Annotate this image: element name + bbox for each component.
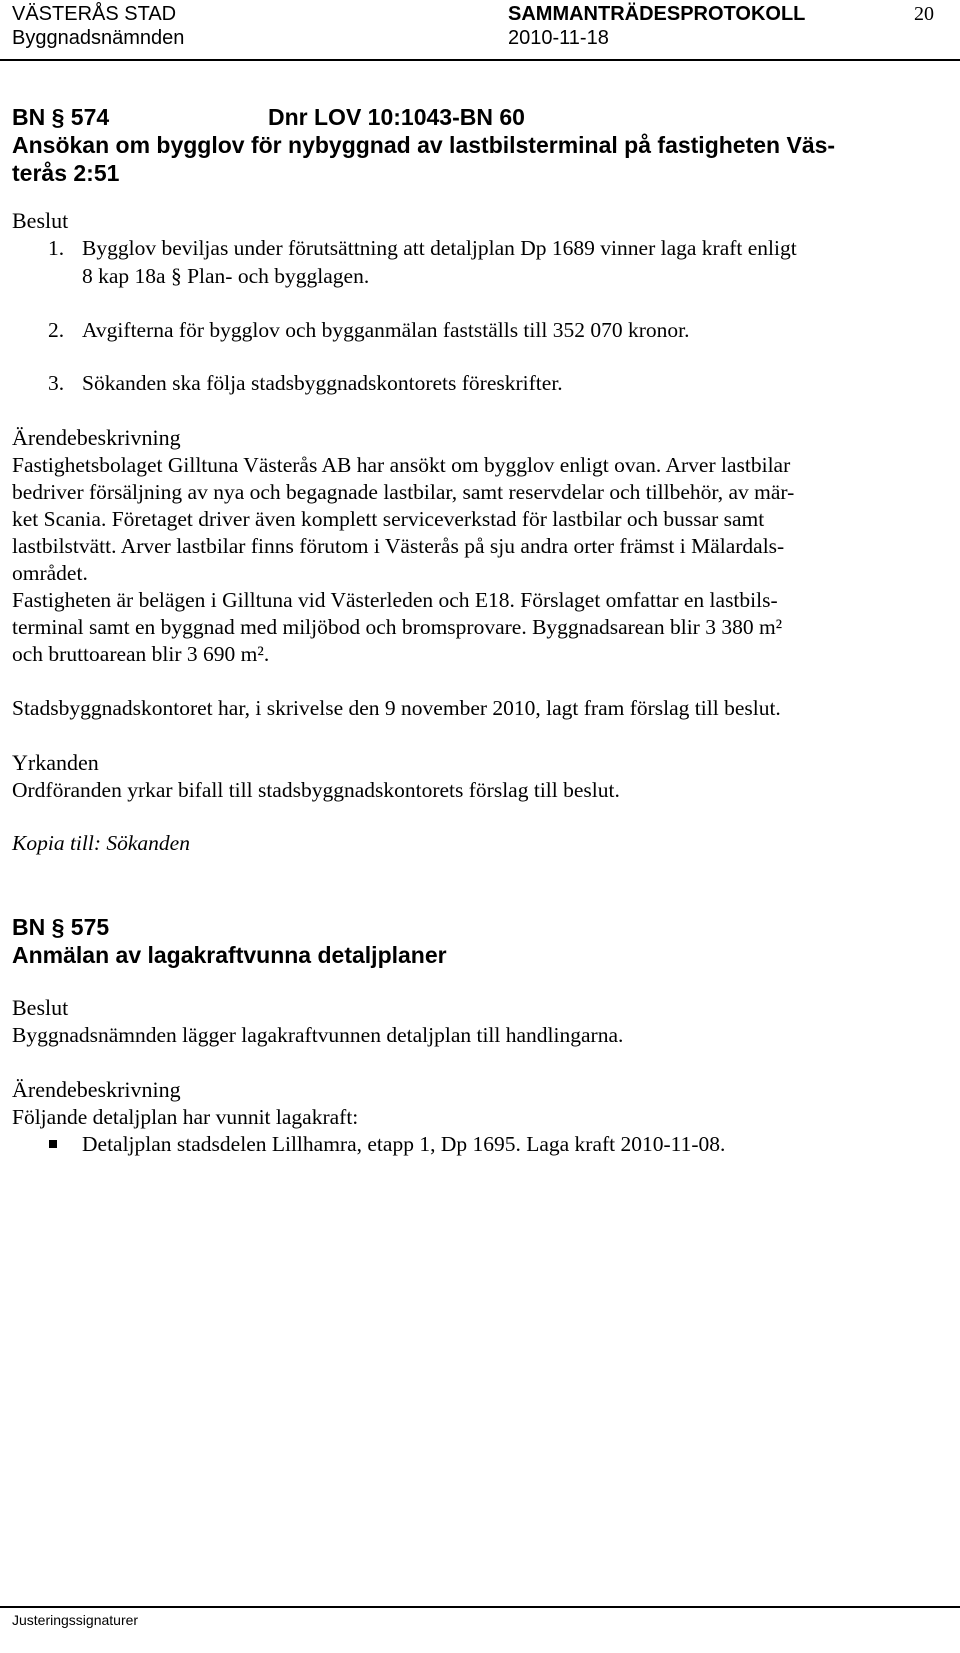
description-line: Fastigheten är belägen i Gilltuna vid Västerleden och E18. Förslaget omfattar en lastbils- [12, 588, 778, 612]
description-line: terminal samt en byggnad med miljöbod och bromsprovare. Byggnadsarean blir 3 380 m² [12, 615, 783, 639]
decision-number: 2. [48, 318, 65, 342]
decision-text: Byggnadsnämnden lägger lagakraftvunnen detaljplan till handlingarna. [12, 1023, 624, 1047]
page-number: 20 [914, 3, 934, 25]
footer-rule [0, 1606, 960, 1608]
decision-item [48, 318, 689, 343]
decision-heading: Beslut [12, 995, 69, 1020]
item-title: Anmälan av lagakraftvunna detaljplaner [12, 942, 447, 968]
description-heading: Ärendebeskrivning [12, 425, 181, 450]
bullet-text: Detaljplan stadsdelen Lillhamra, etapp 1, Dp 1695. Laga kraft 2010-11-08. [82, 1132, 726, 1156]
decision-text: Avgifterna för bygglov och bygganmälan fastställs till 352 070 kronor. [82, 318, 690, 342]
decision-number: 3. [48, 371, 65, 395]
header-org: VÄSTERÅS STAD [12, 3, 177, 25]
description-text: Följande detaljplan har vunnit lagakraft: [12, 1105, 359, 1129]
decision-heading: Beslut [12, 208, 69, 233]
header-date: 2010-11-18 [508, 27, 609, 49]
proposal-text: Stadsbyggnadskontoret har, i skrivelse den 9 november 2010, lagt fram förslag till beslut. [12, 696, 781, 720]
decision-text: Bygglov beviljas under förutsättning att detaljplan Dp 1689 vinner laga kraft enligt [82, 236, 797, 260]
decision-item [48, 371, 563, 396]
signatures-label: Justeringssignaturer [12, 1612, 139, 1628]
bullet-marker [49, 1140, 57, 1148]
decision-item [48, 236, 797, 261]
item-title-line: terås 2:51 [12, 160, 120, 186]
description-line: bedriver försäljning av nya och begagnade lastbilar, samt reservdelar och tillbehör, av mär- [12, 480, 795, 504]
header-rule [0, 59, 960, 61]
description-line: och bruttoarean blir 3 690 m². [12, 642, 270, 666]
decision-number: 1. [48, 236, 65, 260]
item-number: BN § 574 [12, 104, 110, 130]
description-line: ket Scania. Företaget driver även komplett serviceverkstad för lastbilar och bussar samt [12, 507, 765, 531]
item-dnr: Dnr LOV 10:1043-BN 60 [268, 104, 525, 130]
item-title-line: Ansökan om bygglov för nybyggnad av lastbilsterminal på fastigheten Väs- [12, 132, 836, 158]
description-line: lastbilstvätt. Arver lastbilar finns förutom i Västerås på sju andra orter främst i Mälardals- [12, 534, 785, 558]
copy-to: Kopia till: Sökanden [12, 831, 190, 855]
description-heading: Ärendebeskrivning [12, 1077, 181, 1102]
motion-heading: Yrkanden [12, 750, 99, 775]
motion-text: Ordföranden yrkar bifall till stadsbyggnadskontorets förslag till beslut. [12, 778, 620, 802]
decision-text: Sökanden ska följa stadsbyggnadskontorets föreskrifter. [82, 371, 563, 395]
description-line: Fastighetsbolaget Gilltuna Västerås AB har ansökt om bygglov enligt ovan. Arver lastbilar [12, 453, 791, 477]
header-doc-type: SAMMANTRÄDESPROTOKOLL [508, 3, 806, 25]
header-committee: Byggnadsnämnden [12, 27, 185, 49]
item-number: BN § 575 [12, 914, 110, 940]
description-line: området. [12, 561, 88, 585]
decision-text-cont: 8 kap 18a § Plan- och bygglagen. [82, 264, 370, 288]
